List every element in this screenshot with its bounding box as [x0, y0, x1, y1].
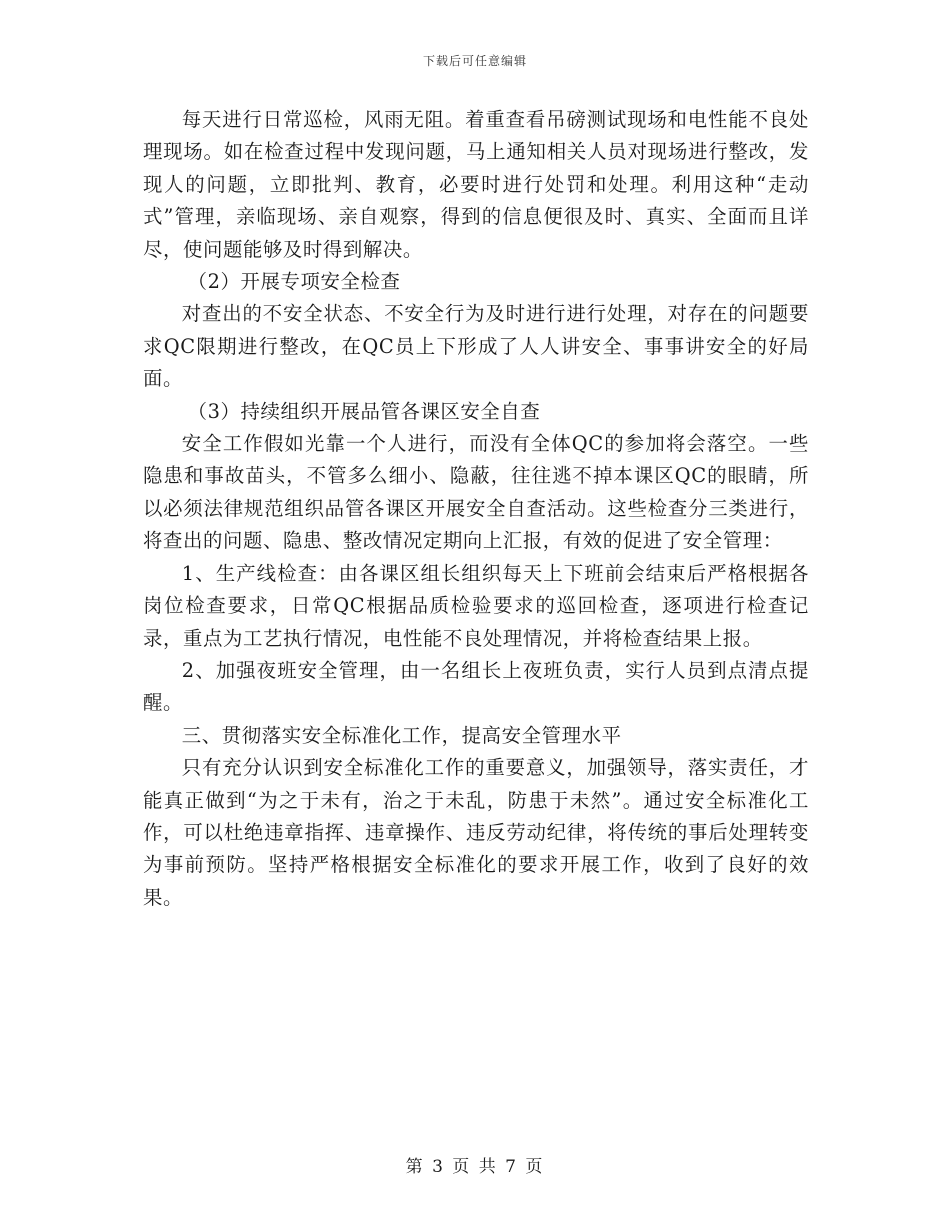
section-heading-special-inspection: （2）开展专项安全检查: [187, 270, 401, 294]
page-header: 下载后可任意编辑: [422, 54, 527, 68]
paragraph-special-inspection: 对查出的不安全状态、不安全行为及时进行进行处理，对存在的问题要求QC限期进行整改，在QC员上下形成了人人讲安全、事事讲安全的好局面。: [143, 302, 809, 391]
page-number: 第 3 页 共 7 页: [405, 1157, 545, 1177]
section-heading-standardization: 三、贯彻落实安全标准化工作，提高安全管理水平: [181, 723, 622, 747]
section-heading-self-inspection: （3）持续组织开展品管各课区安全自查: [187, 399, 541, 423]
paragraph-line-check: 1、生产线检查：由各课区组长组织每天上下班前会结束后严格根据各岗位检查要求，日常QC根据品质检验要求的巡回检查，逐项进行检查记录，重点为工艺执行情况，电性能不良处理情况，并将检查结果上报。: [143, 561, 809, 650]
paragraph-self-inspection: 安全工作假如光靠一个人进行，而没有全体QC的参加将会落空。一些隐患和事故苗头，不管多么细小、隐蔽，往往逃不掉本课区QC的眼睛，所以必须法律规范组织品管各课区开展安全自查活动。这些检查分三类进行，将查出的问题、隐患、整改情况定期向上汇报，有效的促进了安全管理：: [143, 432, 809, 553]
paragraph-daily-inspection: 每天进行日常巡检，风雨无阻。着重查看吊磅测试现场和电性能不良处理现场。如在检查过程中发现问题，马上通知相关人员对现场进行整改，发现人的问题，立即批判、教育，必要时进行处罚和处理。利用这种“走动式”管理，亲临现场、亲自观察，得到的信息便很及时、真实、全面而且详尽，使问题能够及时得到解决。: [143, 108, 809, 261]
paragraph-standardization: 只有充分认识到安全标准化工作的重要意义，加强领导，落实责任，才能真正做到“为之于未有，治之于未乱，防患于未然”。通过安全标准化工作，可以杜绝违章指挥、违章操作、违反劳动纪律，将传统的事后处理转变为事前预防。坚持严格根据安全标准化的要求开展工作，收到了良好的效果。: [143, 756, 809, 909]
document-body: [143, 104, 809, 914]
paragraph-night-shift: 2、加强夜班安全管理，由一名组长上夜班负责，实行人员到点清点提醒。: [143, 658, 809, 715]
